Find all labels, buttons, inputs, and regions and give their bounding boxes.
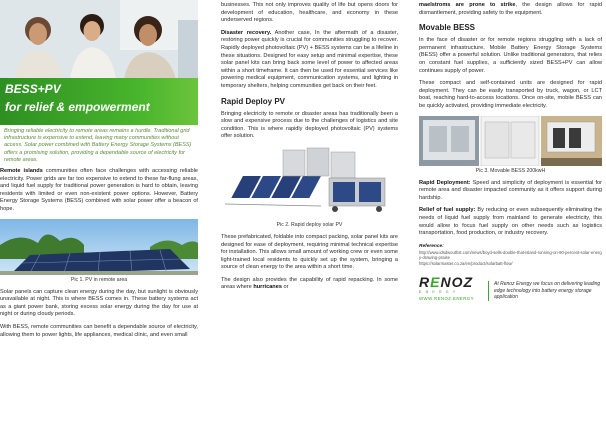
reference-link-2[interactable]: https://solarmaster.co.za/en/product/solarbatt-flow/ — [419, 260, 513, 266]
rapid-deploy-pv-photo — [221, 146, 398, 220]
development-paragraph: businesses. This not only improves quality of life but opens doors for development of education, healthcare, and economy in these underserved regions. — [221, 2, 398, 24]
remote-islands-paragraph: Remote islands communities often face challenges with accessing reliable electricity. Power grids are far too expensive to extend to these far-flung areas, and liquid fuel supply for traditional power generation is hard to obtain, leaving residents with limited or even non-existent power options. However, Battery Energy Storage Systems (BESS) combined with solar power offer a beacon of hope. — [0, 168, 198, 212]
logo-wordmark: RENOZ — [419, 273, 474, 290]
compact-units-paragraph: These compact and self-contained units are designed for rapid deployment. They can be easily transported by truck, wagon, or LCT boat, reaching hard-to-access locations. Once on-site, mobile BESS can be quickly activated, providing immediate electricity. — [419, 80, 602, 109]
hero-banner — [0, 0, 198, 125]
figure-3-caption: Pic 3. Movable BESS 200kwH — [475, 167, 546, 174]
page-subtitle: for relief & empowerment — [5, 100, 150, 114]
references — [419, 244, 602, 266]
maelstrom-paragraph: maelstroms are prone to strike, the design allows for rapid dismantlement, providing safety to the equipment. — [419, 2, 602, 16]
dependable-power-paragraph: With BESS, remote communities can benefit a dependable source of electricity, allowing them to power lights, life appliances, medical clinic, and even small — [0, 323, 198, 338]
website-url[interactable]: WWW.RENOZ.ENERGY — [419, 295, 474, 301]
renoz-logo — [419, 274, 485, 308]
movable-bess-photo — [419, 116, 602, 166]
solar-bess-paragraph: Solar panels can capture clean energy during the day, but sunlight is obviously unavailable at night. This is where BESS comes in. These battery systems act as a giant power bank, storing excess solar energy during the day for use at night or during cloudy periods. — [0, 288, 198, 318]
about-text: At Renoz Energy we focus on delivering leading edge technology into battery energy storage application — [488, 281, 602, 301]
references-title: Reference: — [419, 243, 444, 249]
column-1 — [0, 0, 198, 344]
reference-link-1[interactable]: http://www.idsdwouthst.com/news/boyd-sells-double-that-island-running-on-90-percent-solar-energy-drawing-praise — [419, 249, 602, 261]
disaster-recovery-paragraph: Disaster recovery. Another case, In the aftermath of a disaster, restoring power quickly is crucial for communities struggling to recover. Rapidly deployed photovoltaic (PV) + BESS systems can be a lifeline in these situations. Designed for easy setup and minimal expertise, these solar panel kits can bring back some level of power to affected areas within a short timeframe. It can then be used for essential services like powering medical equipment, communication systems, and lighting in temporary shelters, helping communities get back on their feet. — [221, 29, 398, 89]
movable-bess-heading: Movable BESS — [419, 23, 476, 33]
column-2 — [221, 2, 398, 297]
intro-text: Bringing reliable electricity to remote areas remains a hurdle. Traditional grid infrastructure is expensive to extend, leaving many communities without access. Solar power combined with Battery Energy Storage Systems (BESS) offers a promising solution, providing a dependable source of electricity for remote areas. — [4, 128, 192, 163]
repacking-paragraph: The design also provides the capability of rapid repacking. In some areas where hurricanes or — [221, 276, 398, 291]
fuel-relief-paragraph: Relief of fuel supply: By reducing or even subsequently eliminating the needs of liquid fuel supply from mainland to generate electricity, this would allow to focus fuel supply on other needs such as logistics transportation, food production, or industry recovery. — [419, 207, 602, 237]
figure-1-caption: Pic 1. PV in remote area — [70, 276, 128, 283]
pv-remote-area-photo — [0, 219, 198, 275]
rapid-deploy-heading: Rapid Deploy PV — [221, 96, 286, 106]
figure-2-caption: Pic 2. Rapid deploy solar PV — [276, 221, 343, 228]
page-title: BESS+PV — [5, 82, 61, 96]
foldable-kits-paragraph: These prefabricated, foldable into compact packing, solar panel kits are designed for ease of deployment, requiring minimal technical expertise for installation. This allows small amount of working crew or even some light-trained local residents to quickly set up the system, bringing a source of clean energy to the area within a short time. — [221, 233, 398, 271]
smiling-people-photo — [0, 0, 198, 80]
logo-tagline: E N E R G Y — [419, 289, 457, 294]
footer-branding — [419, 274, 602, 308]
rapid-deploy-paragraph: Bringing electricity to remote or disaster areas has traditionally been a slow and expensive process due to the challenges of logistics and site condition. This is where rapidly deployed photovoltaic (PV) systems offer solution. — [221, 110, 398, 140]
column-3 — [419, 2, 602, 308]
rapid-deployment-paragraph: Rapid Deployment: Speed and simplicity of deployment is essential for remote area and disaster impacted community as it offers support during hardship. — [419, 179, 602, 201]
mobile-bess-paragraph: In the face of disaster or for remote regions struggling with a lack of permanent infrastructure, Mobile Battery Energy Storage Systems (BESS) offer a powerful solution. Unlike traditional generators, that relies on constant fuel supplies, a sufficiently sized BESS+PV can allow continues supply of power. — [419, 37, 602, 74]
